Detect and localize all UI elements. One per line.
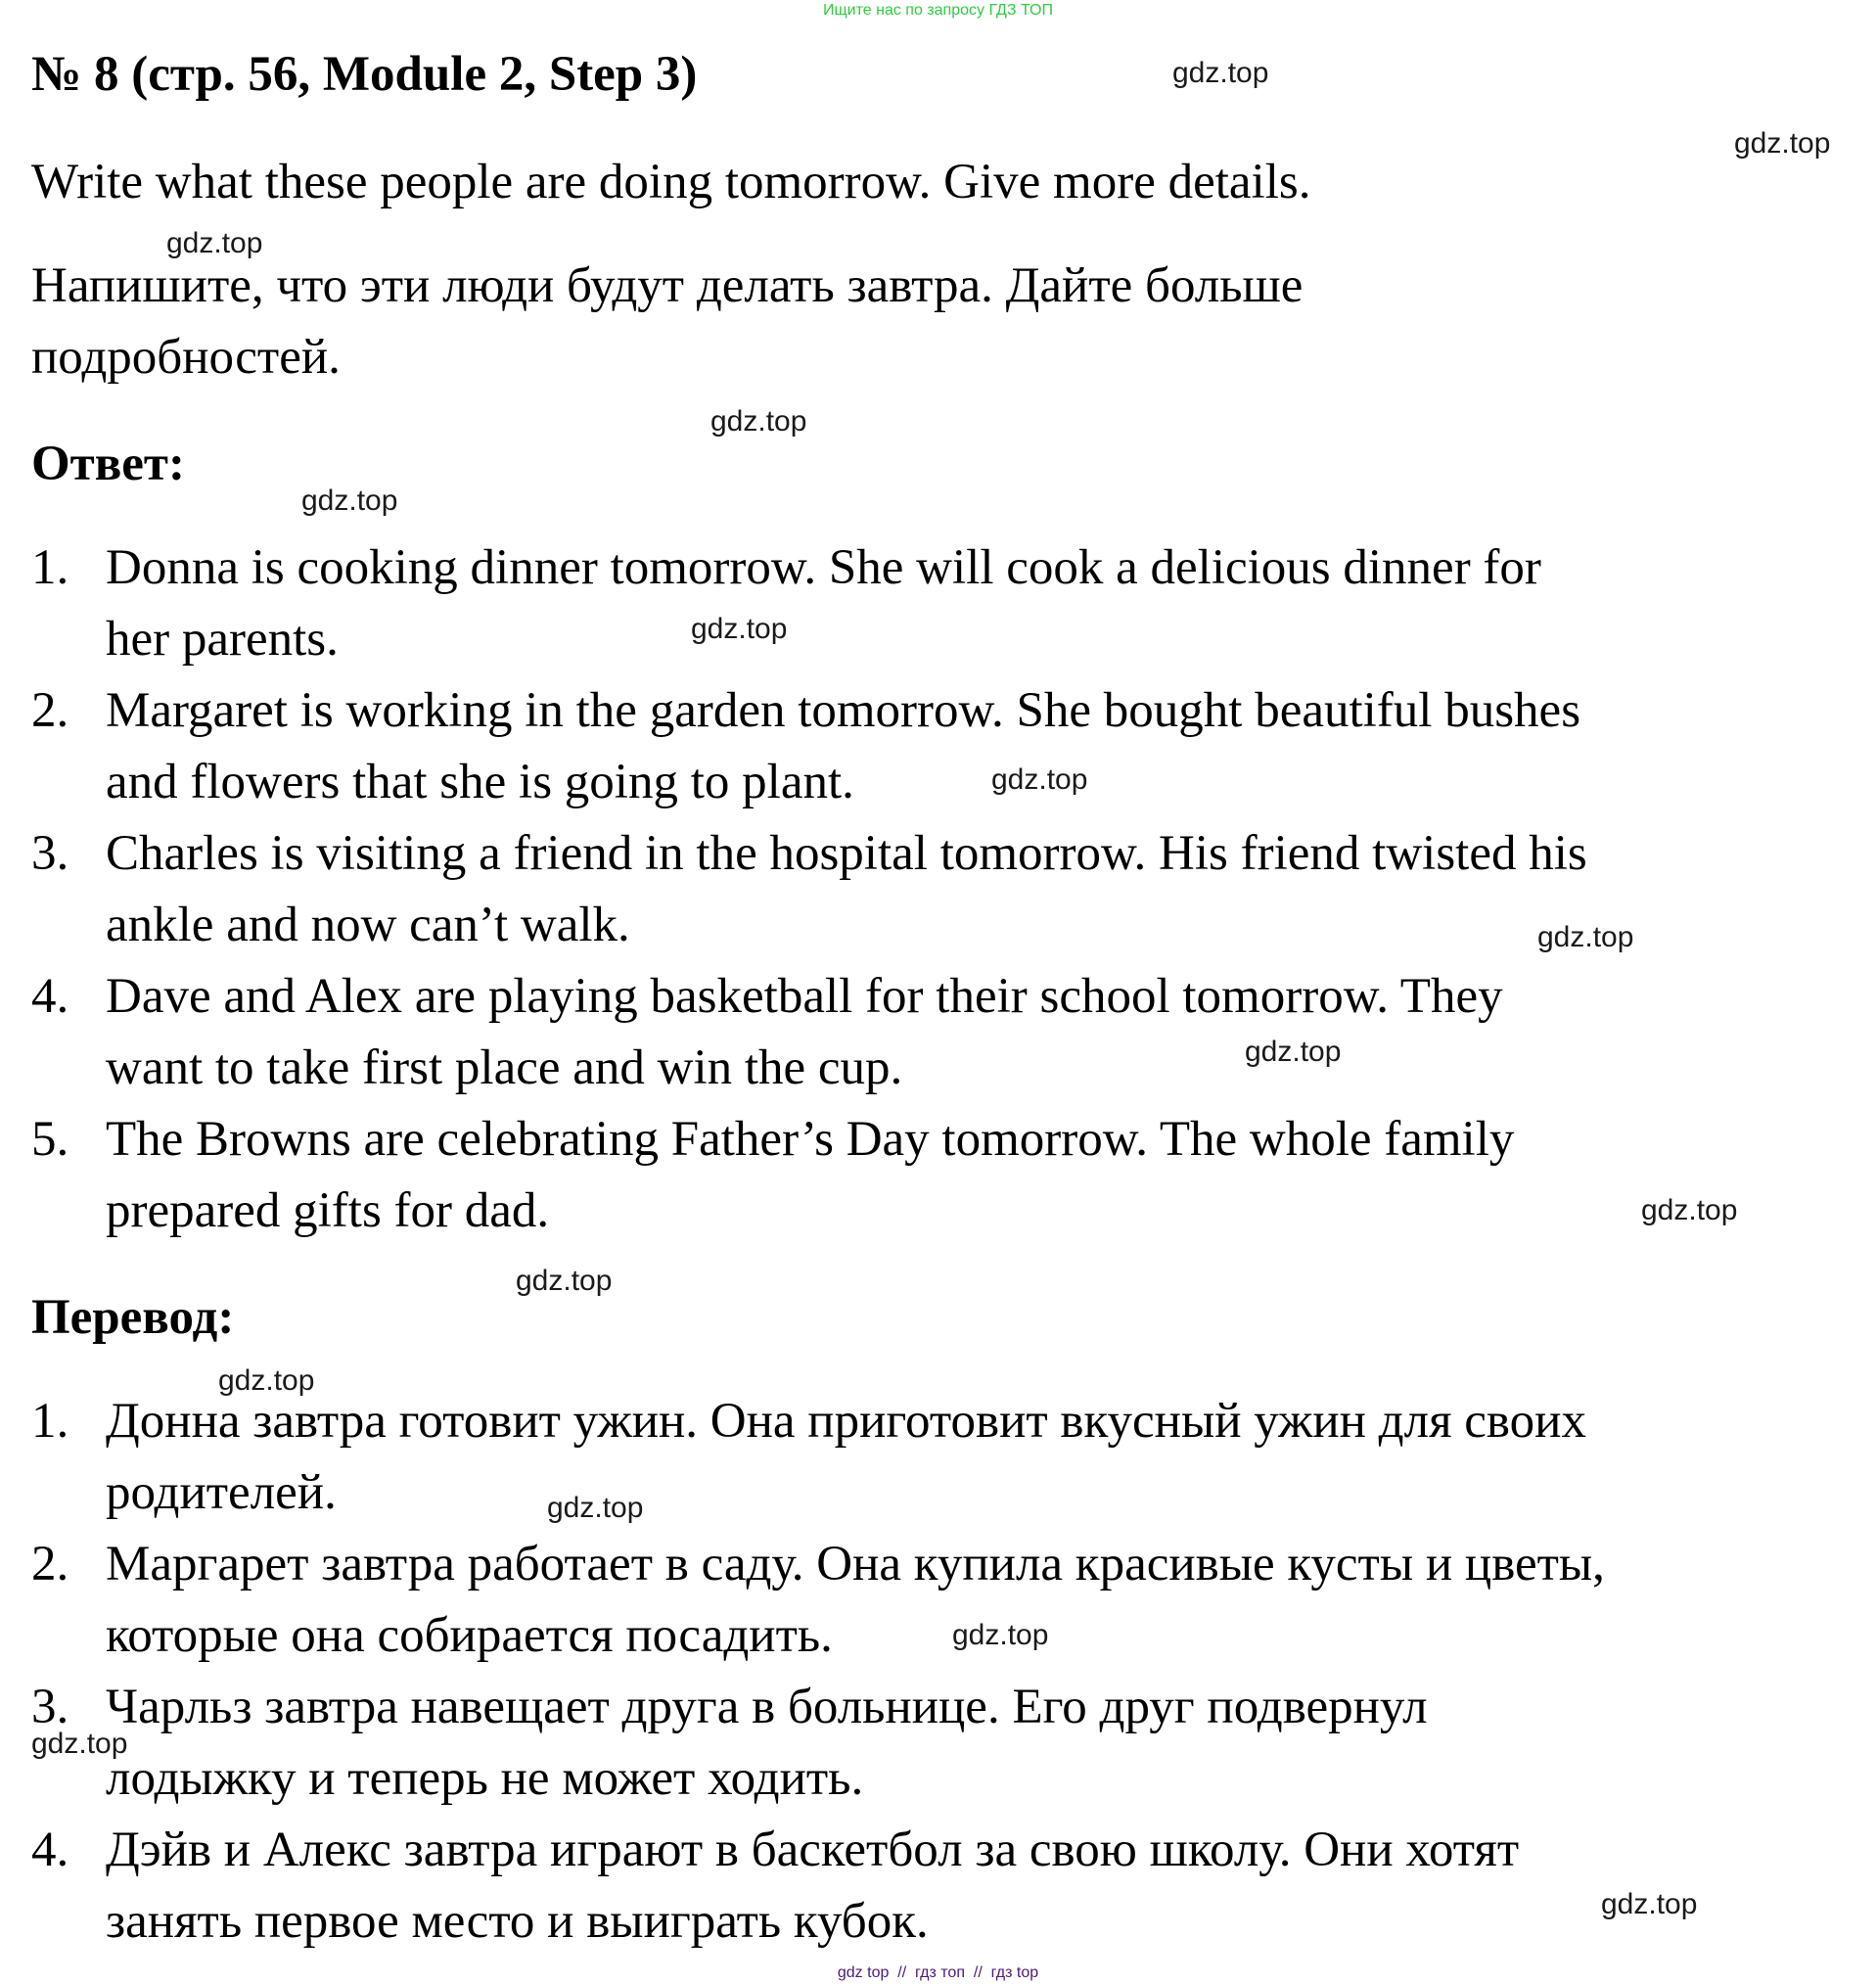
answer-item-text: her parents. bbox=[106, 612, 339, 667]
answer-item-text: prepared gifts for dad. bbox=[106, 1183, 550, 1238]
translation-item-text: Чарльз завтра навещает друга в больнице. Его друг подвернул bbox=[106, 1680, 1428, 1734]
translation-item bbox=[31, 1815, 1852, 1958]
watermark: gdz.top bbox=[166, 227, 263, 259]
task-english: Write what these people are doing tomorrow. Give more details. bbox=[31, 155, 1311, 209]
translation-item-text: Дэйв и Алекс завтра играют в баскетбол за свою школу. Они хотят bbox=[106, 1823, 1520, 1877]
translation-item bbox=[31, 1386, 1852, 1529]
translation-item-text: занять первое место и выиграть кубок. bbox=[106, 1894, 929, 1949]
watermark: gdz.top bbox=[1245, 1036, 1342, 1068]
translation-list bbox=[31, 1386, 1852, 1958]
watermark: gdz.top bbox=[691, 613, 788, 645]
answer-item bbox=[31, 1104, 1852, 1247]
watermark: gdz.top bbox=[952, 1619, 1049, 1651]
watermark: gdz.top bbox=[301, 484, 398, 517]
watermark: gdz.top bbox=[1172, 57, 1269, 89]
answer-item bbox=[31, 961, 1852, 1104]
watermark: gdz.top bbox=[31, 1728, 128, 1760]
task-russian-line2: подробностей. bbox=[31, 330, 341, 385]
page-title: № 8 (стр. 56, Module 2, Step 3) bbox=[31, 47, 698, 102]
answer-item-text: Margaret is working in the garden tomorrow. She bought beautiful bushes bbox=[106, 683, 1581, 738]
answer-item-number: 5. bbox=[31, 1112, 69, 1167]
answer-item-text: Charles is visiting a friend in the hospital tomorrow. His friend twisted his bbox=[106, 826, 1587, 881]
watermark: gdz.top bbox=[991, 763, 1088, 796]
watermark: gdz.top bbox=[218, 1364, 315, 1397]
translation-item-number: 1. bbox=[31, 1394, 69, 1449]
search-banner: Ищите нас по запросу ГДЗ ТОП bbox=[823, 2, 1053, 19]
translation-item-text: лодыжку и теперь не может ходить. bbox=[106, 1751, 864, 1806]
translation-item bbox=[31, 1529, 1852, 1672]
translation-item-number: 3. bbox=[31, 1680, 69, 1734]
watermark: gdz.top bbox=[516, 1265, 613, 1297]
answer-heading: Ответ: bbox=[31, 437, 185, 491]
footer-watermark: gdz top // гдз топ // гдз top bbox=[837, 1964, 1039, 1981]
watermark: gdz.top bbox=[547, 1492, 644, 1524]
answer-item-text: ankle and now can’t walk. bbox=[106, 898, 630, 952]
answer-item-number: 3. bbox=[31, 826, 69, 881]
answer-list bbox=[31, 532, 1852, 1247]
answer-item-text: Dave and Alex are playing basketball for their school tomorrow. They bbox=[106, 969, 1503, 1024]
answer-item-number: 1. bbox=[31, 540, 69, 595]
answer-item-number: 4. bbox=[31, 969, 69, 1024]
answer-item-number: 2. bbox=[31, 683, 69, 738]
translation-item bbox=[31, 1672, 1852, 1815]
watermark: gdz.top bbox=[1734, 127, 1831, 160]
answer-item-text: want to take first place and win the cup. bbox=[106, 1040, 903, 1095]
translation-item-text: которые она собирается посадить. bbox=[106, 1608, 833, 1663]
translation-item-text: родителей. bbox=[106, 1465, 337, 1520]
translation-item-text: Маргарет завтра работает в саду. Она купила красивые кусты и цветы, bbox=[106, 1537, 1605, 1592]
task-russian-line1: Напишите, что эти люди будут делать завтра. Дайте больше bbox=[31, 258, 1304, 313]
answer-item-text: and flowers that she is going to plant. bbox=[106, 755, 854, 809]
answer-item bbox=[31, 532, 1852, 675]
translation-heading: Перевод: bbox=[31, 1290, 235, 1345]
answer-item-text: The Browns are celebrating Father’s Day tomorrow. The whole family bbox=[106, 1112, 1515, 1167]
answer-item-text: Donna is cooking dinner tomorrow. She will cook a delicious dinner for bbox=[106, 540, 1541, 595]
watermark: gdz.top bbox=[710, 405, 807, 438]
translation-item-number: 4. bbox=[31, 1823, 69, 1877]
watermark: gdz.top bbox=[1537, 921, 1634, 953]
translation-item-number: 2. bbox=[31, 1537, 69, 1592]
translation-item-text: Донна завтра готовит ужин. Она приготовит вкусный ужин для своих bbox=[106, 1394, 1586, 1449]
watermark: gdz.top bbox=[1601, 1888, 1698, 1920]
watermark: gdz.top bbox=[1641, 1194, 1738, 1226]
answer-item bbox=[31, 675, 1852, 818]
